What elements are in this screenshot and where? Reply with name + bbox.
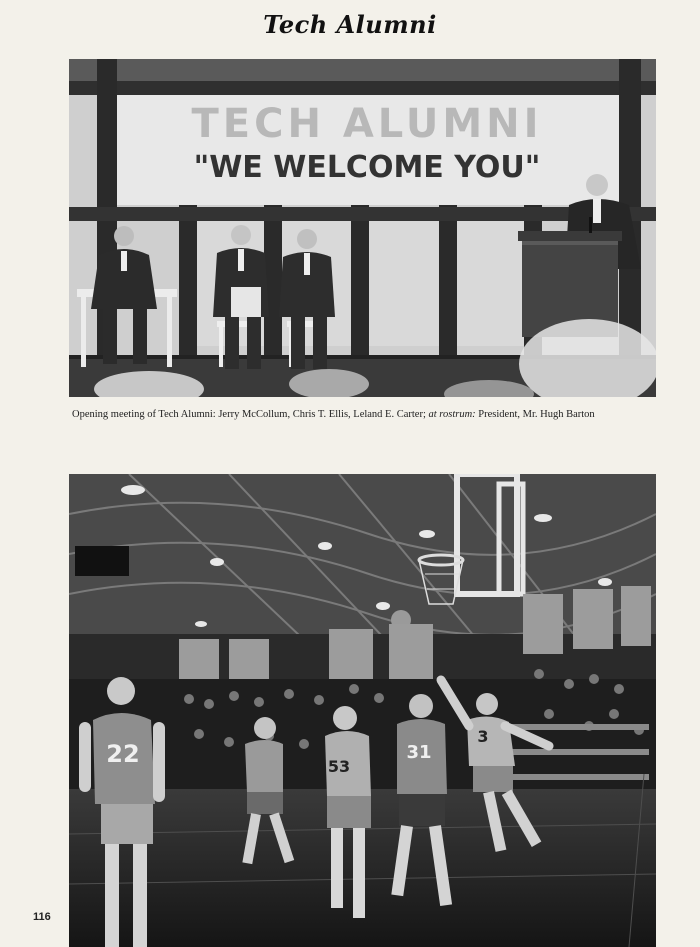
jersey-number: 3 (477, 727, 489, 746)
page-number: 116 (33, 911, 51, 923)
basketball-photo (69, 474, 656, 947)
meeting-caption (72, 408, 656, 421)
jersey-number: 31 (406, 742, 432, 763)
jersey-number: 22 (106, 740, 140, 768)
banner-line-2: "WE WELCOME YOU" (193, 150, 541, 185)
caption-president: President, Mr. Hugh Barton (478, 409, 595, 420)
caption-rostrum-label: at rostrum: (428, 409, 476, 420)
caption-names: Opening meeting of Tech Alumni: Jerry McCollum, Chris T. Ellis, Leland E. Carter; (72, 409, 426, 420)
banner-line-1: TECH ALUMNI (191, 101, 543, 147)
page-title: Tech Alumni (263, 10, 437, 39)
meeting-photo (69, 59, 656, 397)
jersey-number: 53 (327, 757, 351, 776)
